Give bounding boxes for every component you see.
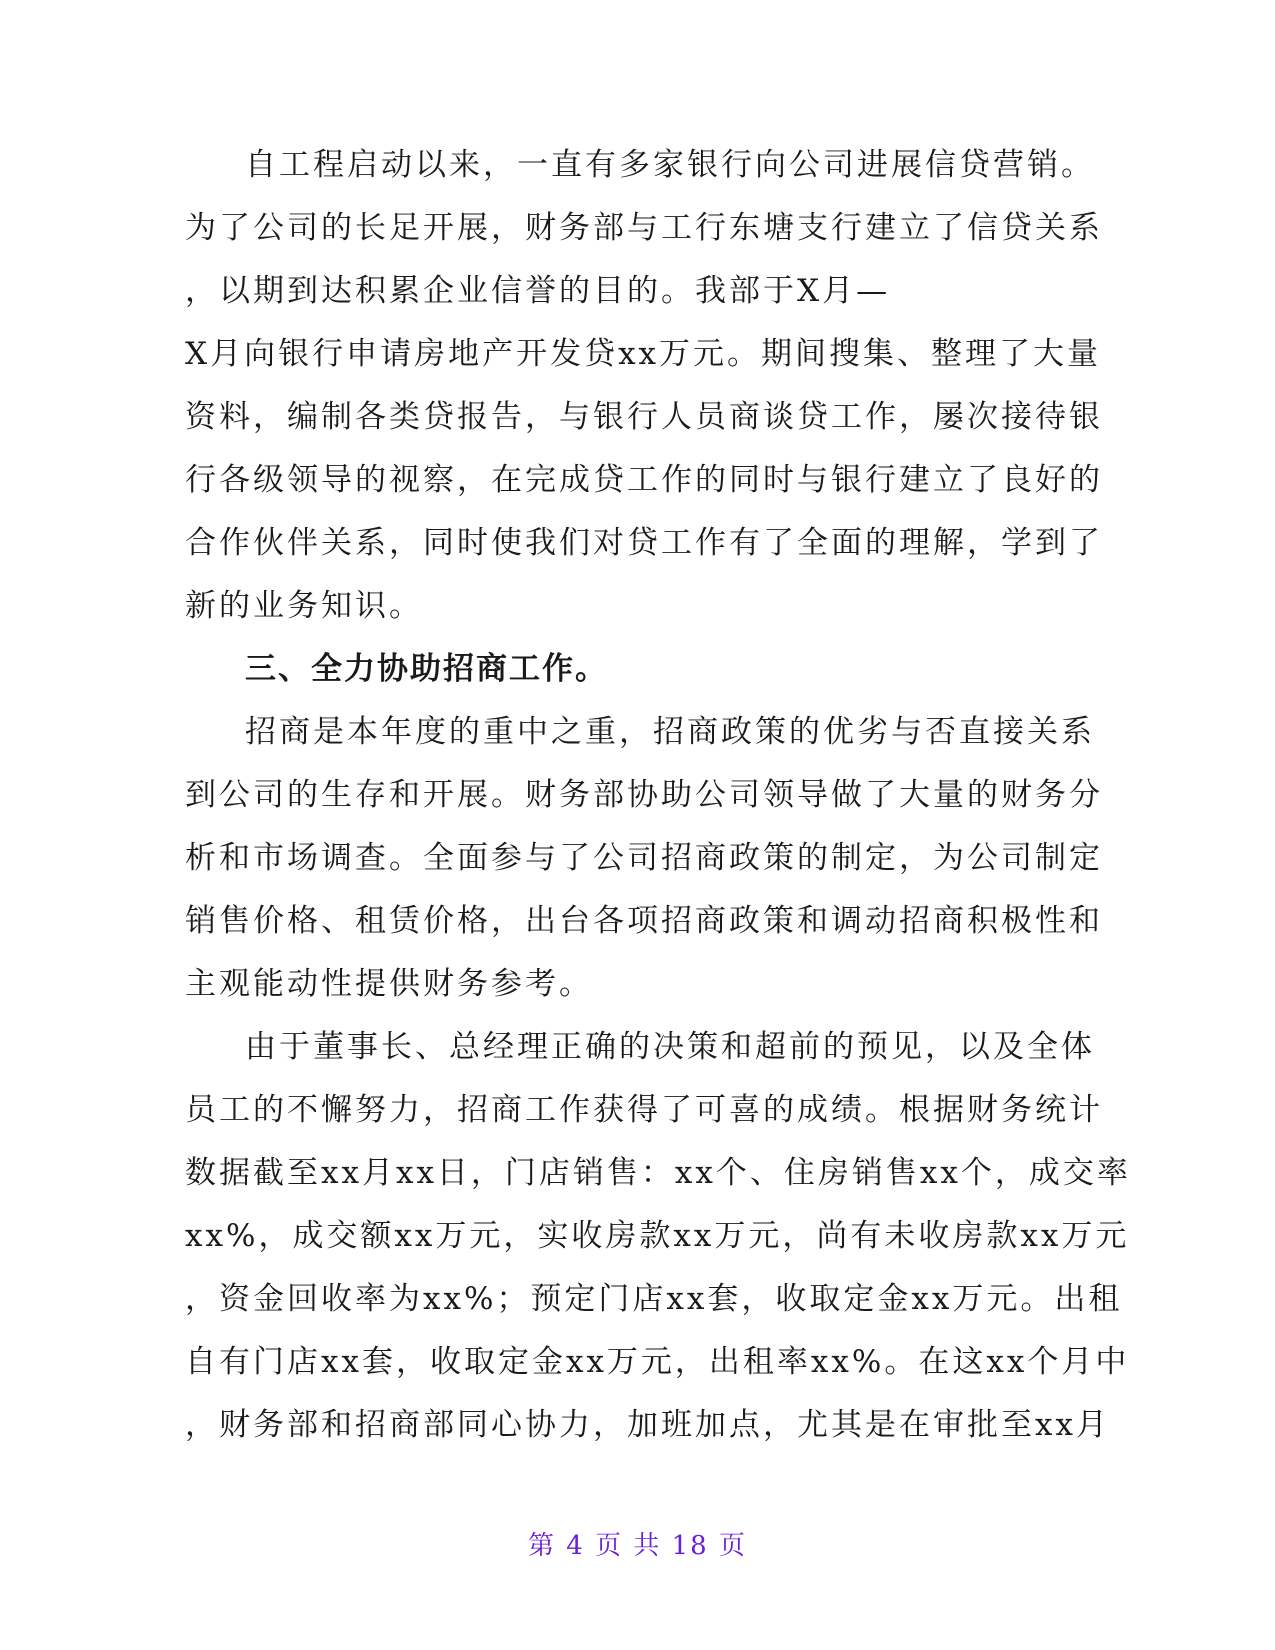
paragraph-line: 主观能动性提供财务参考。: [185, 966, 593, 1002]
paragraph-line: 销售价格、租赁价格，出台各项招商政策和调动招商积极性和: [185, 903, 1103, 939]
paragraph-line: 自有门店xx套，收取定金xx万元，出租率xx%。在这xx个月中: [185, 1344, 1130, 1380]
paragraph-line: 自工程启动以来，一直有多家银行向公司进展信贷营销。: [245, 147, 1095, 183]
paragraph-line: ，财务部和招商部同心协力，加班加点，尤其是在审批至xx月: [185, 1407, 1110, 1443]
paragraph-line: 资料，编制各类贷报告，与银行人员商谈贷工作，屡次接待银: [185, 399, 1103, 435]
paragraph-line: 员工的不懈努力，招商工作获得了可喜的成绩。根据财务统计: [185, 1092, 1103, 1128]
paragraph-line: xx%，成交额xx万元，实收房款xx万元，尚有未收房款xx万元: [185, 1218, 1130, 1254]
paragraph-line: 新的业务知识。: [185, 588, 423, 624]
paragraph-line: 由于董事长、总经理正确的决策和超前的预见，以及全体: [245, 1029, 1095, 1065]
paragraph-line: X月向银行申请房地产开发贷xx万元。期间搜集、整理了大量: [185, 336, 1102, 372]
paragraph-line: 为了公司的长足开展，财务部与工行东塘支行建立了信贷关系: [185, 210, 1103, 246]
paragraph-line: 招商是本年度的重中之重，招商政策的优劣与否直接关系: [245, 714, 1095, 750]
paragraph-line: 数据截至xx月xx日，门店销售：xx个、住房销售xx个，成交率: [185, 1155, 1131, 1191]
paragraph-line: 到公司的生存和开展。财务部协助公司领导做了大量的财务分: [185, 777, 1103, 813]
paragraph-line: ，资金回收率为xx%；预定门店xx套，收取定金xx万元。出租: [185, 1281, 1123, 1317]
section-heading: 三、全力协助招商工作。: [245, 651, 608, 687]
paragraph-line: 行各级领导的视察，在完成贷工作的同时与银行建立了良好的: [185, 462, 1103, 498]
page-number-footer: 第 4 页 共 18 页: [528, 1531, 747, 1561]
paragraph-line: 析和市场调查。全面参与了公司招商政策的制定，为公司制定: [185, 840, 1103, 876]
paragraph-line: ，以期到达积累企业信誉的目的。我部于X月—: [185, 273, 891, 309]
paragraph-line: 合作伙伴关系，同时使我们对贷工作有了全面的理解，学到了: [185, 525, 1103, 561]
